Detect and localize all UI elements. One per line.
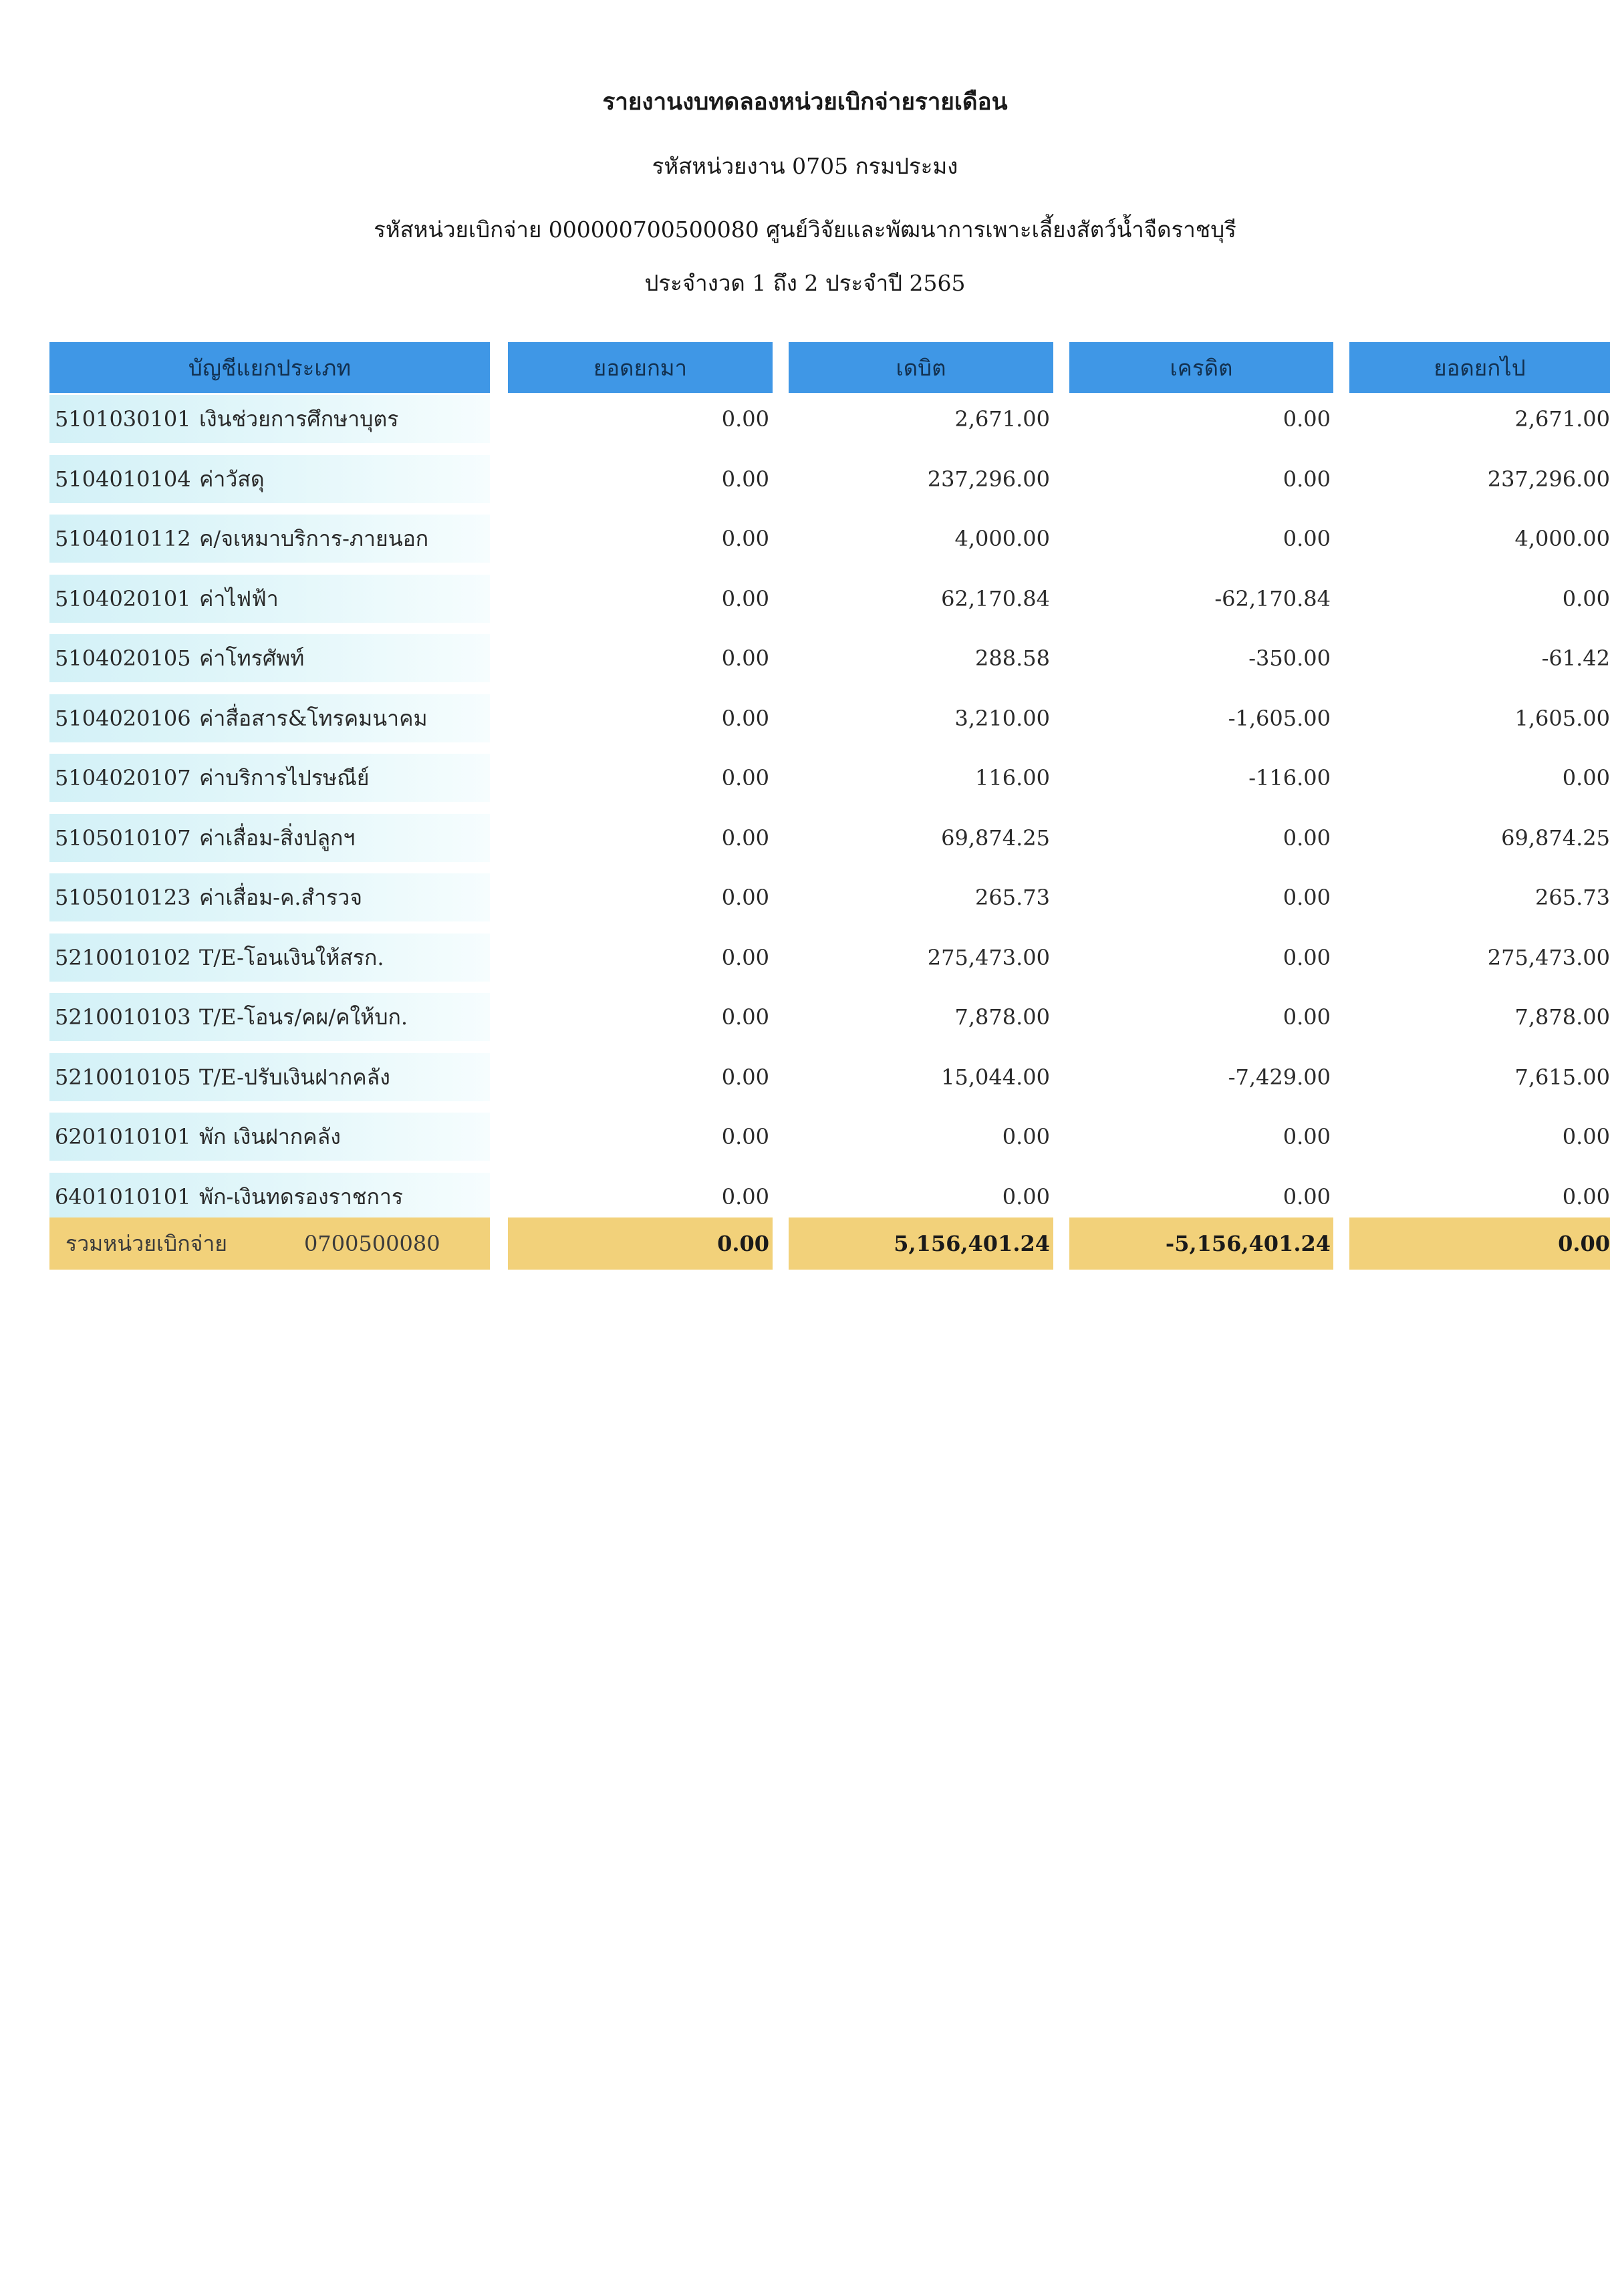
table-row [0, 993, 1610, 1041]
account-code: 5104020107 [55, 765, 191, 791]
table-row [0, 873, 1610, 921]
account-name: ค่าโทรศัพท์ [199, 645, 305, 671]
account-name: T/E-โอนเงินให้สรก. [199, 945, 384, 970]
header-brought-forward: ยอดยกมา [508, 342, 773, 393]
account-code: 5104020101 [55, 586, 191, 611]
account-code: 6201010101 [55, 1124, 191, 1149]
header-account: บัญชีแยกประเภท [49, 342, 490, 393]
brought-forward-value: 0.00 [721, 406, 769, 432]
brought-forward-value: 0.00 [721, 765, 769, 791]
brought-forward-value: 0.00 [721, 526, 769, 551]
brought-forward-value: 0.00 [721, 466, 769, 492]
brought-forward-value: 0.00 [721, 645, 769, 671]
credit-value: -1,605.00 [1228, 706, 1331, 731]
account-code: 5105010123 [55, 885, 191, 910]
account-code: 5104010112 [55, 526, 191, 551]
total-label: รวมหน่วยเบิกจ่าย [65, 1231, 228, 1256]
brought-forward-value: 0.00 [721, 885, 769, 910]
debit-value: 288.58 [975, 645, 1050, 671]
carried-forward-value: 69,874.25 [1501, 825, 1610, 851]
debit-value: 0.00 [1002, 1184, 1050, 1209]
account-name: T/E-โอนร/คผ/คให้บก. [199, 1004, 408, 1030]
carried-forward-value: 2,671.00 [1514, 406, 1610, 432]
table-row [0, 575, 1610, 623]
credit-value: 0.00 [1283, 945, 1331, 970]
table-row [0, 515, 1610, 563]
debit-value: 7,878.00 [954, 1004, 1050, 1030]
header-credit: เครดิต [1069, 342, 1333, 393]
table-row [0, 814, 1610, 862]
account-name: ค่าเสื่อม-ค.สำรวจ [199, 885, 362, 910]
header-carried-forward: ยอดยกไป [1349, 342, 1610, 393]
brought-forward-value: 0.00 [721, 1004, 769, 1030]
account-name: พัก เงินฝากคลัง [199, 1124, 341, 1149]
account-name: พัก-เงินทดรองราชการ [199, 1184, 404, 1209]
credit-value: 0.00 [1283, 1004, 1331, 1030]
carried-forward-value: -61.42 [1541, 645, 1610, 671]
account-code: 5210010103 [55, 1004, 191, 1030]
total-debit: 5,156,401.24 [894, 1231, 1050, 1256]
account-name: ค่าไฟฟ้า [199, 586, 279, 611]
carried-forward-value: 0.00 [1562, 1184, 1610, 1209]
total-unit-code: 0700500080 [304, 1231, 440, 1256]
total-row [0, 1217, 1610, 1270]
debit-value: 2,671.00 [954, 406, 1050, 432]
table-row [0, 934, 1610, 982]
account-code: 5210010105 [55, 1064, 191, 1090]
table-row [0, 1173, 1610, 1221]
carried-forward-value: 0.00 [1562, 1124, 1610, 1149]
carried-forward-value: 0.00 [1562, 586, 1610, 611]
debit-value: 69,874.25 [941, 825, 1050, 851]
carried-forward-value: 237,296.00 [1487, 466, 1610, 492]
account-code: 5210010102 [55, 945, 191, 970]
total-carried-forward: 0.00 [1558, 1231, 1610, 1256]
account-code: 5104010104 [55, 466, 191, 492]
debit-value: 237,296.00 [927, 466, 1050, 492]
debit-value: 3,210.00 [954, 706, 1050, 731]
account-name: T/E-ปรับเงินฝากคลัง [199, 1064, 390, 1090]
debit-value: 62,170.84 [941, 586, 1050, 611]
credit-value: -7,429.00 [1228, 1064, 1331, 1090]
account-name: ค/จเหมาบริการ-ภายนอก [199, 526, 429, 551]
agency-line: รหัสหน่วยงาน 0705 กรมประมง [652, 153, 958, 179]
brought-forward-value: 0.00 [721, 945, 769, 970]
debit-value: 15,044.00 [941, 1064, 1050, 1090]
credit-value: 0.00 [1283, 885, 1331, 910]
carried-forward-value: 0.00 [1562, 765, 1610, 791]
carried-forward-value: 1,605.00 [1514, 706, 1610, 731]
disbursement-unit-line: รหัสหน่วยเบิกจ่าย 000000700500080 ศูนย์วิจัยและพัฒนาการเพาะเลี้ยงสัตว์น้ำจืดราชบุรี [374, 217, 1236, 243]
table-row [0, 455, 1610, 503]
credit-value: -350.00 [1248, 645, 1331, 671]
credit-value: 0.00 [1283, 1124, 1331, 1149]
brought-forward-value: 0.00 [721, 1184, 769, 1209]
total-brought-forward: 0.00 [717, 1231, 769, 1256]
brought-forward-value: 0.00 [721, 1064, 769, 1090]
carried-forward-value: 265.73 [1535, 885, 1610, 910]
account-name: ค่าสื่อสาร&โทรคมนาคม [199, 706, 428, 731]
table-row [0, 694, 1610, 742]
brought-forward-value: 0.00 [721, 825, 769, 851]
account-code: 6401010101 [55, 1184, 191, 1209]
account-code: 5104020106 [55, 706, 191, 731]
table-row [0, 634, 1610, 682]
period-line: ประจำงวด 1 ถึง 2 ประจำปี 2565 [644, 270, 966, 296]
debit-value: 275,473.00 [927, 945, 1050, 970]
total-credit: -5,156,401.24 [1165, 1231, 1331, 1256]
account-code: 5105010107 [55, 825, 191, 851]
report-title: รายงานงบทดลองหน่วยเบิกจ่ายรายเดือน [602, 88, 1008, 116]
credit-value: -116.00 [1248, 765, 1331, 791]
brought-forward-value: 0.00 [721, 1124, 769, 1149]
account-code: 5101030101 [55, 406, 191, 432]
account-name: เงินช่วยการศึกษาบุตร [199, 406, 399, 432]
credit-value: 0.00 [1283, 825, 1331, 851]
debit-value: 116.00 [975, 765, 1050, 791]
account-code: 5104020105 [55, 645, 191, 671]
account-name: ค่าวัสดุ [199, 466, 265, 492]
account-name: ค่าเสื่อม-สิ่งปลูกฯ [199, 825, 356, 851]
table-row [0, 1113, 1610, 1161]
carried-forward-value: 7,615.00 [1514, 1064, 1610, 1090]
carried-forward-value: 275,473.00 [1487, 945, 1610, 970]
credit-value: 0.00 [1283, 406, 1331, 432]
debit-value: 0.00 [1002, 1124, 1050, 1149]
account-name: ค่าบริการไปรษณีย์ [199, 765, 370, 791]
debit-value: 4,000.00 [954, 526, 1050, 551]
header-debit: เดบิต [789, 342, 1053, 393]
carried-forward-value: 4,000.00 [1514, 526, 1610, 551]
debit-value: 265.73 [975, 885, 1050, 910]
table-row [0, 754, 1610, 802]
credit-value: 0.00 [1283, 1184, 1331, 1209]
carried-forward-value: 7,878.00 [1514, 1004, 1610, 1030]
credit-value: 0.00 [1283, 526, 1331, 551]
table-row [0, 1053, 1610, 1101]
credit-value: -62,170.84 [1214, 586, 1331, 611]
credit-value: 0.00 [1283, 466, 1331, 492]
brought-forward-value: 0.00 [721, 706, 769, 731]
brought-forward-value: 0.00 [721, 586, 769, 611]
table-row [0, 395, 1610, 443]
